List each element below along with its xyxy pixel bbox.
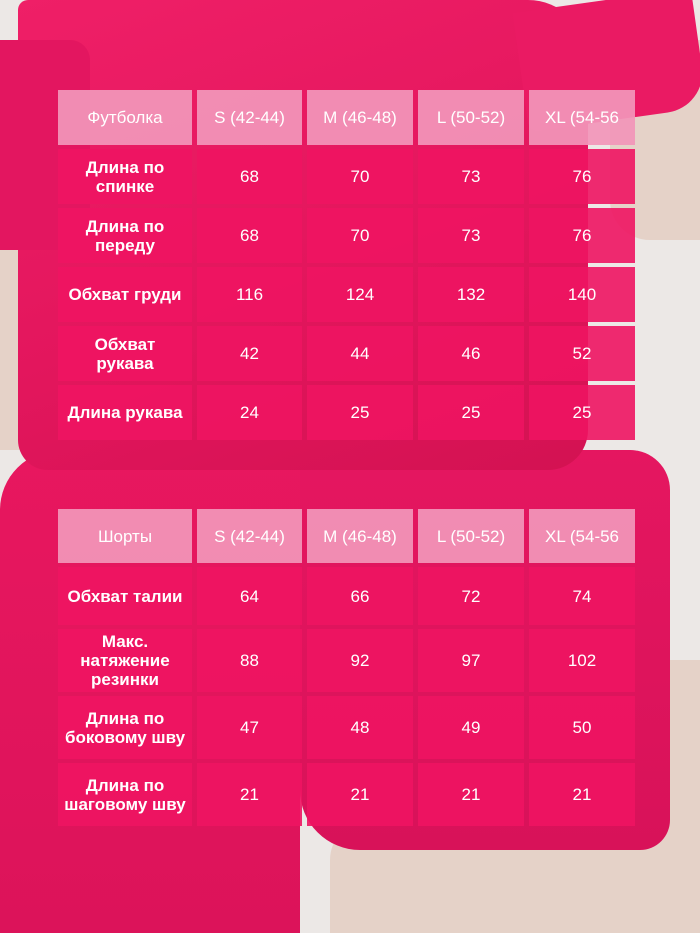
size-value: 102 [529,629,635,692]
size-header-xl: XL (54-56 [529,509,635,563]
size-value: 21 [197,763,302,826]
table-title: Футболка [58,90,192,145]
size-value: 74 [529,567,635,625]
row-label: Обхват талии [58,567,192,625]
size-value: 48 [307,696,413,759]
size-value: 66 [307,567,413,625]
size-value: 50 [529,696,635,759]
size-value: 21 [529,763,635,826]
row-label: Длина по боковому шву [58,696,192,759]
size-value: 68 [197,208,302,263]
size-value: 52 [529,326,635,381]
size-header-m: M (46-48) [307,509,413,563]
row-label: Обхват рукава [58,326,192,381]
row-label: Обхват груди [58,267,192,322]
size-value: 25 [418,385,524,440]
size-value: 124 [307,267,413,322]
table-title: Шорты [58,509,192,563]
size-value: 25 [307,385,413,440]
size-value: 64 [197,567,302,625]
size-value: 70 [307,208,413,263]
shorts-size-table [58,509,635,826]
size-value: 21 [418,763,524,826]
size-value: 92 [307,629,413,692]
size-header-l: L (50-52) [418,509,524,563]
size-value: 97 [418,629,524,692]
size-value: 49 [418,696,524,759]
tshirt-size-table [58,90,635,440]
size-value: 70 [307,149,413,204]
size-value: 72 [418,567,524,625]
size-value: 46 [418,326,524,381]
row-label: Макс. натяжение резинки [58,629,192,692]
size-header-s: S (42-44) [197,509,302,563]
size-value: 140 [529,267,635,322]
size-header-m: M (46-48) [307,90,413,145]
size-header-s: S (42-44) [197,90,302,145]
size-value: 24 [197,385,302,440]
size-value: 76 [529,149,635,204]
size-value: 116 [197,267,302,322]
size-header-l: L (50-52) [418,90,524,145]
size-value: 21 [307,763,413,826]
size-value: 132 [418,267,524,322]
size-value: 73 [418,208,524,263]
size-value: 44 [307,326,413,381]
size-value: 73 [418,149,524,204]
row-label: Длина по переду [58,208,192,263]
size-value: 42 [197,326,302,381]
size-value: 76 [529,208,635,263]
row-label: Длина по шаговому шву [58,763,192,826]
row-label: Длина рукава [58,385,192,440]
size-value: 68 [197,149,302,204]
size-header-xl: XL (54-56 [529,90,635,145]
size-value: 25 [529,385,635,440]
size-value: 47 [197,696,302,759]
row-label: Длина по спинке [58,149,192,204]
size-value: 88 [197,629,302,692]
